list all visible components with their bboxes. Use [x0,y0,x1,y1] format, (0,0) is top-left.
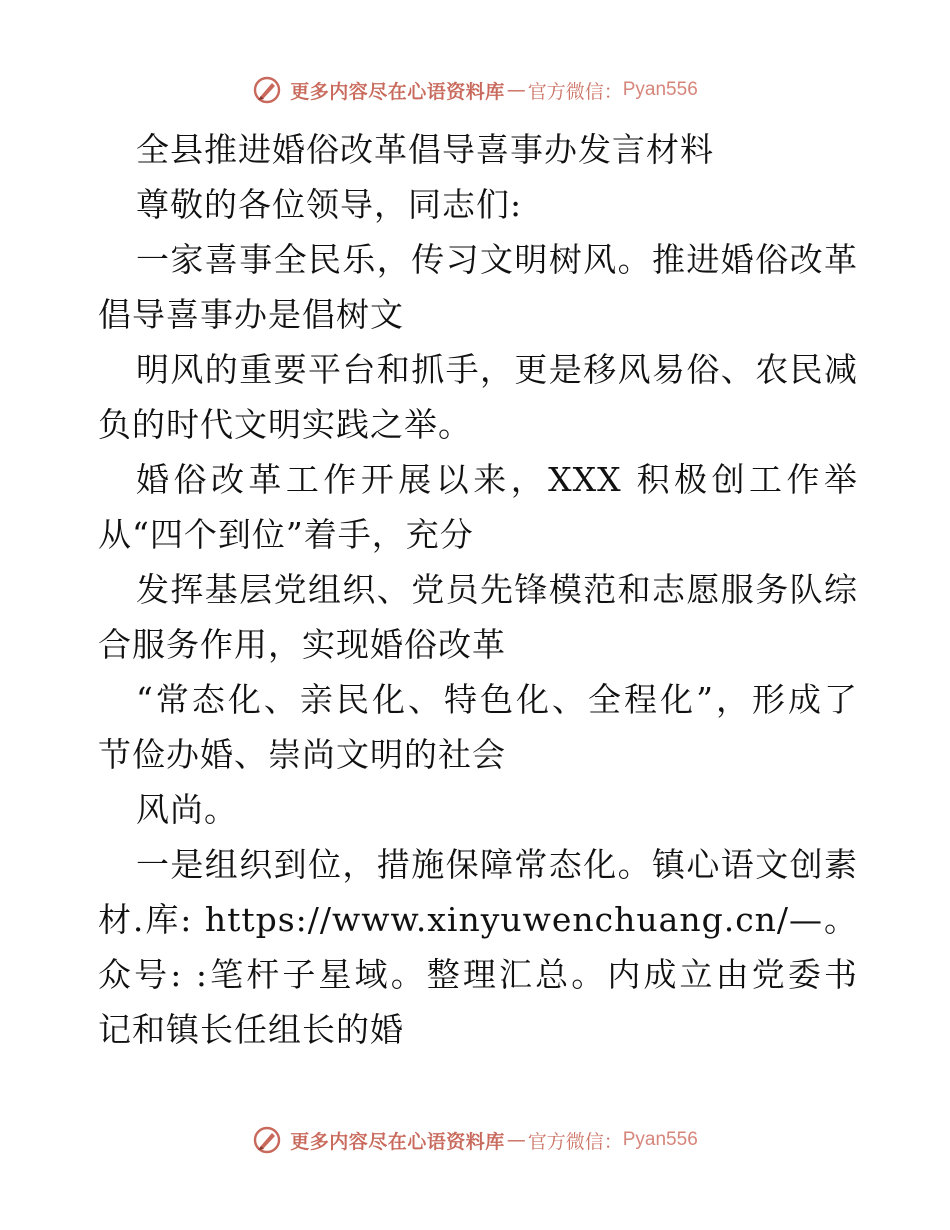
paragraph-line: “常态化、亲民化、特色化、全程化”，形成了 [136,680,858,719]
paragraph-line: 从“四个到位”着手，充分 [98,515,474,554]
paragraph-line: 节俭办婚、崇尚文明的社会 [98,735,506,774]
paragraph-line: 风尚。 [136,790,238,829]
watermark-wechat-id: Pyan556 [622,79,698,100]
watermark-title: 更多内容尽在心语资料库 [290,1130,505,1153]
paragraph-line: 合服务作用，实现婚俗改革 [98,625,506,664]
watermark-separator: — [506,1129,526,1151]
paragraph-line: 倡导喜事办是倡树文 [98,295,404,334]
paragraph-line: 材.库: https://www.xinyuwenchuang.cn/—。 [98,900,858,939]
document-title: 全县推进婚俗改革倡导喜事办发言材料 [136,130,714,169]
paragraph-line: 发挥基层党组织、党员先锋模范和志愿服务队综 [136,570,858,609]
footer-watermark [0,1120,950,1160]
brush-logo-icon [252,1125,282,1155]
watermark-wechat-label: 官方微信： [527,1130,623,1153]
paragraph-line: 一是组织到位，措施保障常态化。镇心语文创素 [136,845,858,884]
watermark-title: 更多内容尽在心语资料库 [290,80,505,103]
paragraph-line: 记和镇长任组长的婚 [98,1010,404,1049]
salutation: 尊敬的各位领导，同志们: [136,185,523,224]
document-body [98,122,858,1057]
paragraph-line: 婚俗改革工作开展以来，XXX 积极创工作举 [136,460,858,499]
header-watermark [0,70,950,110]
brush-logo-icon [252,75,282,105]
paragraph-line: 众号: :笔杆子星域。整理汇总。内成立由党委书 [98,955,858,994]
watermark-wechat-label: 官方微信： [527,80,623,103]
watermark-wechat-id: Pyan556 [622,1129,698,1150]
paragraph-line: 一家喜事全民乐，传习文明树风。推进婚俗改革 [136,240,858,279]
paragraph-line: 负的时代文明实践之举。 [98,405,472,444]
watermark-separator: — [506,79,526,101]
paragraph-line: 明风的重要平台和抓手，更是移风易俗、农民减 [136,350,858,389]
